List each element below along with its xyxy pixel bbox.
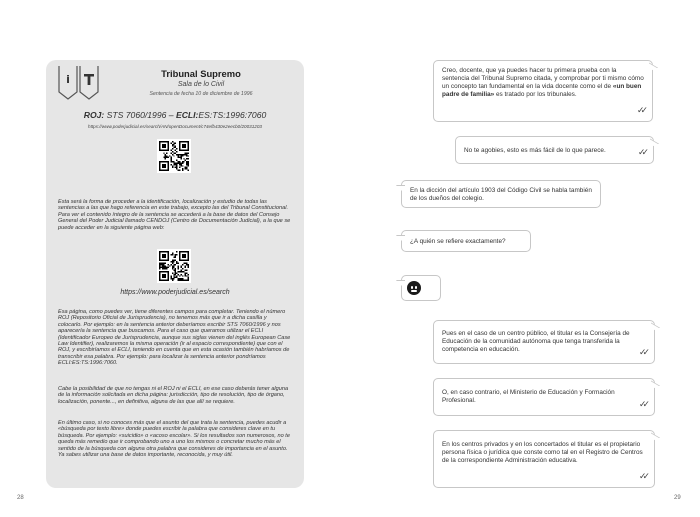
read-check-icon: ✓✓ (638, 348, 646, 358)
read-check-icon: ✓✓ (638, 472, 646, 482)
right-page-number: 29 (674, 495, 681, 501)
search-fields-paragraph: Esa página, como puedes ver, tiene diferentes campos para completar. Teniendo el número ROJ (Repositorio Oficial de Jurisprudencia), no tenemos más que ir a dicha casilla y colocarlo. Por ejemplo: en la sentencia anterior deberíamos escribir STS 7060/1996 y nos aparecería la sentencia que buscamos. Para el caso que queramos utilizar el ECLI (Identificador Europeo de Jurisprudencia, aunque sus siglas vienen del inglés European Case Law Identifier), realizaremos la misma operación (ir al espacio correspondiente) que con el ROJ, y escribiríamos el ECLI, teniendo en cuenta que en esta ocasión también habríamos de transcribir esa palabra. Por ejemplo: para localizar la sentencia anterior pondríamos ECLI:ES:TS:1996:7060. (58, 309, 291, 367)
message-text: Creo, docente, que ya puedes hacer tu primera prueba con la sentencia del Tribunal Supremo citada, y comprobar por ti mismo cómo un concepto tan fundamental en la vida docente como el de (442, 67, 644, 90)
sentence-date: Sentencia de fecha 10 de diciembre de 1996 (149, 91, 253, 97)
sentence-url[interactable]: https://www.poderjudicial.es/search/AN/openDocument/c74efb430e2eecb0/20031203 (88, 124, 262, 129)
chat-message-7 (433, 378, 655, 416)
intro-paragraph: Esta será la forma de proceder a la identificación, localización y estudio de todas las sentencias a las que hago referencia en este trabajo, excepto las del Tribunal Constitucional. Para ver el contenido íntegro de la sentencia se accederá a la base de datos del Consejo General del Poder Judicial llamado CENDOJ (Centro de Documentación Judicial), a la que se puede acceder en la siguiente página web: (58, 199, 291, 231)
svg-text:i: i (66, 73, 70, 86)
ecli-label: ECLI: (175, 110, 199, 120)
shocked-face-icon (407, 281, 421, 295)
read-check-icon: ✓✓ (636, 106, 644, 116)
chat-message-6 (433, 320, 655, 364)
court-sala: Sala de lo Civil (177, 81, 225, 88)
alternative-info-paragraph: Cabe la posibilidad de que no tengas ni el ROJ ni el ECLI, en ese caso deberás tener alguna de la información solicitada en dicha página: jurisdicción, tipo de resolución, tipo de órgano, localización, ponente..., en definitiva, alguna de las que allí se requiere. (58, 386, 289, 405)
read-check-icon: ✓✓ (638, 400, 646, 410)
message-text: Pues en el caso de un centro público, el titular es la Consejería de Educación de la comunidad autónoma que tenga transferida la competencia en educación. (442, 330, 630, 353)
read-check-icon: ✓✓ (637, 148, 645, 158)
roj-ecli-line (46, 110, 304, 120)
message-text: O, en caso contrario, el Ministerio de Educación y Formación Profesional. (442, 389, 615, 404)
chat-message-5 (401, 275, 441, 301)
chat-message-1 (433, 60, 653, 122)
site-qr-code-icon (157, 249, 191, 283)
ecli-separator: – (166, 110, 176, 120)
message-text: En los centros privados y en los concertados el titular es el propietario persona física o jurídica que conste como tal en el Registro de Centros de la correspondiente Administración educativa. (442, 441, 643, 464)
chat-message-2 (455, 136, 654, 164)
free-text-search-paragraph: En último caso, si no conoces más que el asunto del que trata la sentencia, puedes acudir a «búsqueda por texto libre» donde puedes escribir la palabra que consideres clave en tu búsqueda. Por ejemplo: «suicidio» o «acoso escolar». Si los resultados son numerosos, no te queda más remedio que ir comprobando uno a uno los mismos o concretar mucho más el sentido de la búsqueda con alguna otra palabra que consideres de importancia en el asunto. Ya sabes utilizar una base de datos importante, reconocida, y muy útil. (58, 420, 290, 459)
left-page-number: 28 (17, 495, 24, 501)
chat-message-4 (401, 230, 531, 252)
message-text-end: es tratado por los tribunales. (494, 91, 577, 98)
sentence-qr-code-icon (157, 139, 191, 173)
message-text: En la dicción del artículo 1903 del Código Civil se habla también de los dueños del colegio. (410, 187, 592, 202)
court-title: Tribunal Supremo (161, 68, 241, 79)
court-header (126, 68, 276, 97)
message-text: ¿A quién se refiere exactamente? (410, 238, 506, 245)
message-text: No te agobies, esto es más fácil de lo que parece. (464, 147, 606, 154)
chat-message-8 (433, 430, 655, 488)
ecli-value: ES:TS:1996:7060 (198, 110, 267, 120)
message-bold-text: «un buen padre de familia» (442, 83, 642, 98)
roj-value: STS 7060/1996 (106, 110, 167, 120)
roj-label: ROJ: (83, 110, 105, 120)
cendoj-site-link[interactable]: https://www.poderjudicial.es/search (120, 289, 230, 296)
chat-message-3 (401, 180, 601, 208)
sentence-reference-card (46, 60, 304, 488)
